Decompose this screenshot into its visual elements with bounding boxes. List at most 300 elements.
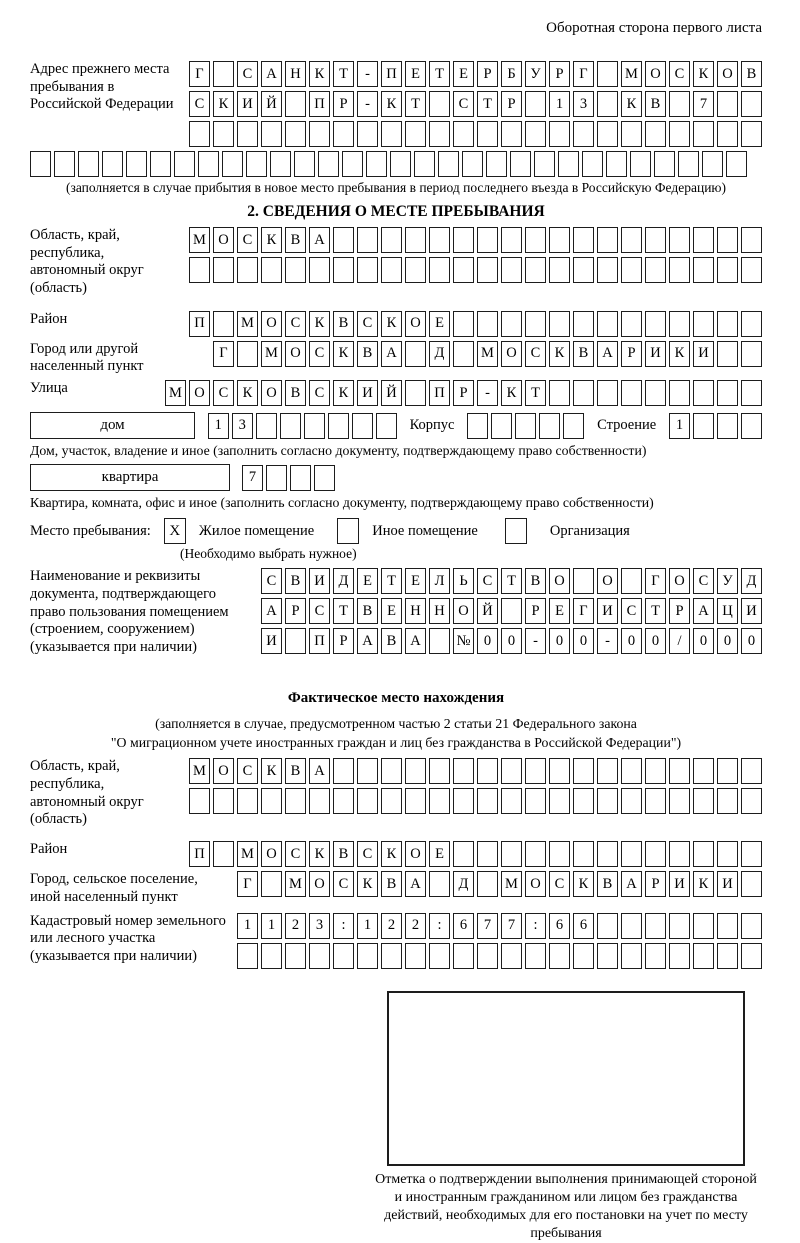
char-box: Е (549, 598, 570, 624)
char-box (645, 380, 666, 406)
char-box: С (357, 841, 378, 867)
char-box (654, 151, 675, 177)
char-box-row (237, 913, 762, 939)
char-box (693, 380, 714, 406)
char-box (453, 227, 474, 253)
char-box (429, 121, 450, 147)
char-box: Н (285, 61, 306, 87)
char-box (702, 151, 723, 177)
char-box (405, 788, 426, 814)
char-box (453, 257, 474, 283)
char-box (309, 121, 330, 147)
char-box (717, 121, 738, 147)
char-box (549, 841, 570, 867)
char-box (573, 121, 594, 147)
char-box (213, 788, 234, 814)
char-box: С (285, 841, 306, 867)
char-box (693, 788, 714, 814)
char-box: - (477, 380, 498, 406)
char-box: М (621, 61, 642, 87)
char-box (645, 913, 666, 939)
char-box (333, 257, 354, 283)
char-box: В (741, 61, 762, 87)
checkbox-organization (505, 518, 527, 544)
char-box: М (165, 380, 186, 406)
char-box: И (741, 598, 762, 624)
char-box (693, 121, 714, 147)
char-box: К (621, 91, 642, 117)
char-box (390, 151, 411, 177)
char-box: Й (381, 380, 402, 406)
char-box: № (453, 628, 474, 654)
char-box: К (381, 311, 402, 337)
char-box (189, 257, 210, 283)
char-box-row (189, 91, 762, 117)
char-box (717, 341, 738, 367)
char-box: И (693, 341, 714, 367)
char-box: С (669, 61, 690, 87)
stay-type-label: Место пребывания: (30, 523, 151, 540)
char-box (453, 341, 474, 367)
char-box: У (717, 568, 738, 594)
char-box: 0 (741, 628, 762, 654)
char-box (333, 943, 354, 969)
char-box (222, 151, 243, 177)
char-box: Р (333, 628, 354, 654)
char-box: О (213, 758, 234, 784)
char-box: А (381, 341, 402, 367)
char-box (102, 151, 123, 177)
char-box (438, 151, 459, 177)
char-box (717, 91, 738, 117)
char-box (462, 151, 483, 177)
char-box: К (237, 380, 258, 406)
cadastral-group (30, 913, 762, 981)
char-box: М (237, 841, 258, 867)
char-box (261, 943, 282, 969)
char-box (501, 943, 522, 969)
char-box (314, 465, 335, 491)
char-box (645, 758, 666, 784)
char-box (467, 413, 488, 439)
char-box: И (309, 568, 330, 594)
char-box: Р (333, 91, 354, 117)
korpus-label: Корпус (410, 417, 455, 434)
char-box (582, 151, 603, 177)
char-box: 1 (669, 413, 690, 439)
char-box (429, 943, 450, 969)
char-box: 3 (232, 413, 253, 439)
char-box (669, 227, 690, 253)
char-box: П (309, 628, 330, 654)
char-box: 1 (357, 913, 378, 939)
char-box (573, 227, 594, 253)
city-label: Город или другой населенный пункт (30, 341, 213, 376)
char-box (669, 121, 690, 147)
char-box-row (237, 943, 762, 969)
char-box (357, 121, 378, 147)
char-box: О (285, 341, 306, 367)
char-box: С (333, 871, 354, 897)
char-box: К (261, 227, 282, 253)
char-box: Е (429, 311, 450, 337)
char-box (621, 311, 642, 337)
char-box (357, 227, 378, 253)
char-box: В (285, 758, 306, 784)
option-organization-label: Организация (550, 523, 630, 540)
char-box: : (333, 913, 354, 939)
char-box: О (669, 568, 690, 594)
char-box (477, 311, 498, 337)
char-box-row (189, 121, 762, 147)
char-box: 2 (405, 913, 426, 939)
char-box (405, 121, 426, 147)
char-box: А (357, 628, 378, 654)
char-box-row (165, 380, 762, 406)
char-box (717, 943, 738, 969)
char-box (237, 257, 258, 283)
char-box (669, 380, 690, 406)
char-box: Е (405, 568, 426, 594)
char-box (741, 871, 762, 897)
char-box (693, 227, 714, 253)
char-box (333, 121, 354, 147)
option-residential-label: Жилое помещение (199, 523, 314, 540)
char-box (357, 943, 378, 969)
char-box: В (285, 227, 306, 253)
street-label: Улица (30, 380, 165, 398)
char-box (280, 413, 301, 439)
char-box: А (309, 758, 330, 784)
char-box-row (261, 628, 762, 654)
char-box: Е (357, 568, 378, 594)
char-box: 2 (285, 913, 306, 939)
prev-address-note: (заполняется в случае прибытия в новое место пребывания в период последнего въезда в Российскую Федерацию) (30, 180, 762, 196)
char-box (621, 943, 642, 969)
char-box (669, 841, 690, 867)
char-box (405, 257, 426, 283)
char-box: М (189, 227, 210, 253)
korpus-boxes (467, 413, 584, 439)
char-box (717, 758, 738, 784)
char-box (237, 943, 258, 969)
char-box: Р (621, 341, 642, 367)
char-box: К (573, 871, 594, 897)
char-box: С (357, 311, 378, 337)
char-box: П (309, 91, 330, 117)
char-box (477, 841, 498, 867)
char-box (645, 227, 666, 253)
prev-address-group (30, 61, 762, 147)
char-box: Г (645, 568, 666, 594)
char-box (525, 311, 546, 337)
char-box: В (285, 380, 306, 406)
char-box: : (525, 913, 546, 939)
char-box: К (309, 61, 330, 87)
prev-address-rows (189, 61, 762, 147)
char-box: 7 (693, 91, 714, 117)
char-box: М (477, 341, 498, 367)
char-box (486, 151, 507, 177)
char-box (304, 413, 325, 439)
char-box-row (189, 227, 762, 253)
char-box: 0 (693, 628, 714, 654)
char-box: Т (333, 598, 354, 624)
char-box: Т (645, 598, 666, 624)
char-box (429, 628, 450, 654)
char-box (381, 943, 402, 969)
char-box (477, 257, 498, 283)
char-box (501, 227, 522, 253)
char-box (309, 257, 330, 283)
char-box: К (333, 341, 354, 367)
char-box: Д (429, 341, 450, 367)
char-box: М (501, 871, 522, 897)
char-box (453, 788, 474, 814)
prev-address-overflow-row (30, 151, 762, 177)
char-box (150, 151, 171, 177)
char-box: 3 (309, 913, 330, 939)
char-box (352, 413, 373, 439)
char-box: Г (573, 61, 594, 87)
char-box (285, 257, 306, 283)
char-box: 0 (501, 628, 522, 654)
char-box: В (597, 871, 618, 897)
char-box: С (213, 380, 234, 406)
char-box (357, 758, 378, 784)
char-box (237, 788, 258, 814)
char-box-row (237, 871, 762, 897)
char-box (333, 227, 354, 253)
char-box: К (669, 341, 690, 367)
char-box (597, 227, 618, 253)
region-group (30, 227, 762, 298)
char-box (246, 151, 267, 177)
char-box (213, 311, 234, 337)
char-box: А (309, 227, 330, 253)
char-box (741, 257, 762, 283)
apartment-boxes (242, 465, 335, 491)
char-box-row (189, 61, 762, 87)
char-box (630, 151, 651, 177)
actual-district-label: Район (30, 841, 189, 859)
char-box: С (237, 61, 258, 87)
char-box (669, 91, 690, 117)
char-box: 1 (261, 913, 282, 939)
char-box (213, 257, 234, 283)
apartment-caption: Квартира, комната, офис и иное (заполнить согласно документу, подтверждающему право собственности) (30, 495, 762, 511)
char-box (213, 841, 234, 867)
char-box: В (357, 598, 378, 624)
char-box (30, 151, 51, 177)
char-box: А (405, 628, 426, 654)
char-box (501, 311, 522, 337)
char-box (726, 151, 747, 177)
char-box: М (285, 871, 306, 897)
char-box (237, 341, 258, 367)
char-box (453, 841, 474, 867)
char-box (429, 758, 450, 784)
char-box: С (525, 341, 546, 367)
char-box (741, 758, 762, 784)
char-box (501, 598, 522, 624)
char-box (270, 151, 291, 177)
char-box (333, 788, 354, 814)
char-box: О (309, 871, 330, 897)
char-box (669, 758, 690, 784)
char-box: В (645, 91, 666, 117)
actual-location-note-2: "О миграционном учете иностранных граждан и лиц без гражданства в Российской Федерации") (30, 734, 762, 753)
char-box (693, 841, 714, 867)
char-box: А (261, 598, 282, 624)
char-box: С (237, 227, 258, 253)
char-box: В (285, 568, 306, 594)
char-box: И (669, 871, 690, 897)
char-box (621, 380, 642, 406)
char-box (318, 151, 339, 177)
char-box (453, 943, 474, 969)
char-box (741, 413, 762, 439)
char-box (261, 257, 282, 283)
char-box (525, 788, 546, 814)
char-box (477, 871, 498, 897)
char-box (597, 121, 618, 147)
char-box (678, 151, 699, 177)
char-box (549, 943, 570, 969)
char-box (285, 943, 306, 969)
char-box (261, 788, 282, 814)
char-box (213, 61, 234, 87)
char-box: Г (213, 341, 234, 367)
prev-address-label: Адрес прежнего места пребывания в Российской Федерации (30, 61, 189, 114)
char-box-row (261, 568, 762, 594)
char-box (693, 413, 714, 439)
char-box (429, 871, 450, 897)
char-box: В (381, 871, 402, 897)
char-box (597, 311, 618, 337)
char-box: Р (645, 871, 666, 897)
char-box (477, 758, 498, 784)
char-box: - (525, 628, 546, 654)
char-box (261, 871, 282, 897)
char-box: 0 (573, 628, 594, 654)
char-box: 1 (549, 91, 570, 117)
char-box (525, 257, 546, 283)
char-box (525, 758, 546, 784)
actual-district-row (30, 841, 762, 867)
char-box: 6 (549, 913, 570, 939)
char-box (741, 121, 762, 147)
page-header-note: Оборотная сторона первого листа (30, 20, 762, 37)
char-box (597, 61, 618, 87)
document-group (30, 568, 762, 680)
char-box: К (693, 61, 714, 87)
char-box (174, 151, 195, 177)
char-box (501, 841, 522, 867)
char-box: И (717, 871, 738, 897)
char-box (717, 788, 738, 814)
char-box: 2 (381, 913, 402, 939)
char-box (693, 758, 714, 784)
char-box (669, 257, 690, 283)
char-box: Г (189, 61, 210, 87)
char-box (549, 227, 570, 253)
char-box: 7 (477, 913, 498, 939)
char-box: Р (525, 598, 546, 624)
char-box (525, 943, 546, 969)
char-box (549, 380, 570, 406)
char-box: В (357, 341, 378, 367)
char-box: К (549, 341, 570, 367)
char-box: Р (477, 61, 498, 87)
char-box (453, 121, 474, 147)
char-box (597, 943, 618, 969)
char-box (597, 257, 618, 283)
char-box: Н (405, 598, 426, 624)
char-box: : (429, 913, 450, 939)
char-box: Р (501, 91, 522, 117)
char-box: 7 (242, 465, 263, 491)
char-box: Е (453, 61, 474, 87)
char-box: К (261, 758, 282, 784)
char-box (477, 227, 498, 253)
char-box (453, 758, 474, 784)
char-box (693, 913, 714, 939)
checkbox-residential: X (164, 518, 186, 544)
char-box: 3 (573, 91, 594, 117)
char-box-row (189, 758, 762, 784)
char-box (741, 913, 762, 939)
char-box: / (669, 628, 690, 654)
char-box: О (405, 841, 426, 867)
char-box (573, 568, 594, 594)
char-box: К (501, 380, 522, 406)
option-other-premise-label: Иное помещение (372, 523, 478, 540)
char-box (539, 413, 560, 439)
actual-location-title: Фактическое место нахождения (30, 690, 762, 707)
char-box (376, 413, 397, 439)
char-box: С (693, 568, 714, 594)
char-box (597, 380, 618, 406)
char-box (645, 121, 666, 147)
char-box: 7 (501, 913, 522, 939)
stroenie-label: Строение (597, 417, 656, 434)
char-box: О (261, 841, 282, 867)
char-box (549, 788, 570, 814)
checkbox-other-premise (337, 518, 359, 544)
char-box (573, 380, 594, 406)
char-box (515, 413, 536, 439)
char-box (285, 121, 306, 147)
char-box: С (477, 568, 498, 594)
char-box (717, 227, 738, 253)
char-box: И (237, 91, 258, 117)
char-box (597, 788, 618, 814)
char-box (213, 121, 234, 147)
char-box (669, 788, 690, 814)
char-box (309, 788, 330, 814)
char-box (669, 913, 690, 939)
char-box-row (261, 598, 762, 624)
char-box (621, 227, 642, 253)
char-box (597, 91, 618, 117)
char-box (563, 413, 584, 439)
char-box: О (261, 311, 282, 337)
char-box (621, 788, 642, 814)
char-box (549, 758, 570, 784)
char-box (621, 913, 642, 939)
char-box (621, 257, 642, 283)
